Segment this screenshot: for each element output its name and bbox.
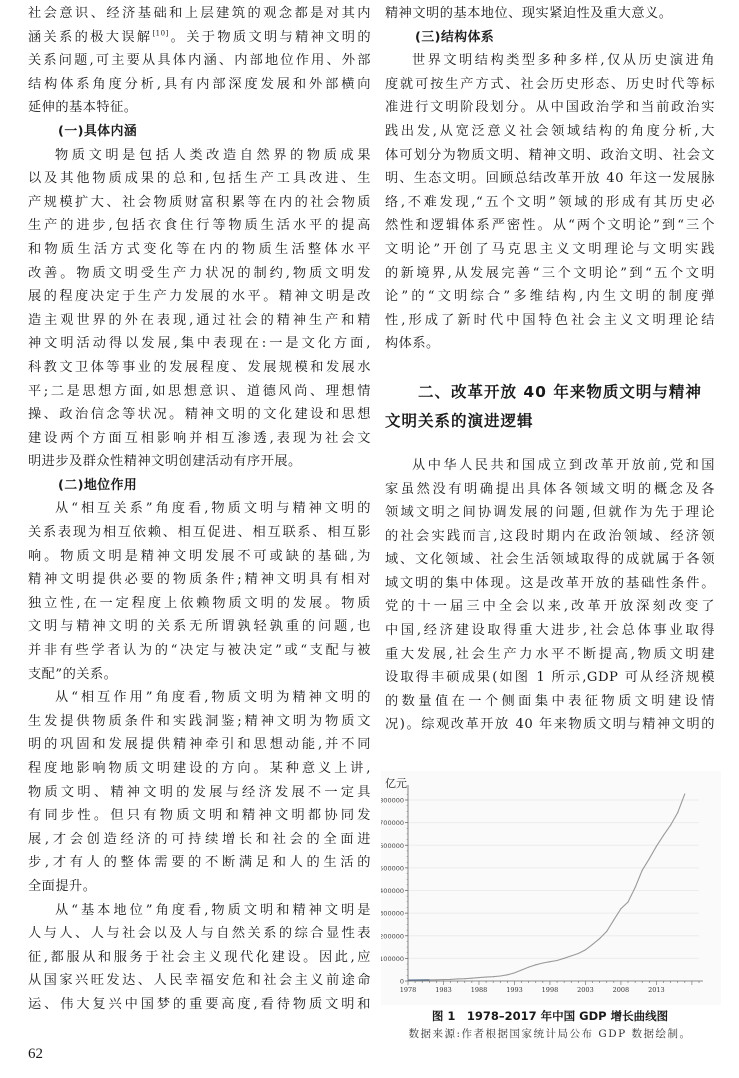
data-point — [649, 858, 650, 859]
text-line: 践出发,从宽泛意义社会领域结构的角度分析,大 — [385, 123, 715, 139]
text-line: 明进步及群众性精神文明创建活动有序开展。 — [28, 454, 302, 470]
data-point — [436, 979, 437, 980]
text-line: 中国,经济建设取得重大进步,社会总体事业取得 — [385, 623, 715, 639]
y-tick-label: 400000 — [381, 887, 404, 895]
text-line: 世界文明结构类型多种多样,仅从历史演进角 — [412, 53, 715, 69]
y-tick-label: 300000 — [381, 909, 404, 918]
data-point — [521, 969, 522, 970]
data-point — [606, 931, 607, 932]
text-line: 设取得丰硕成果(如图 1 所示,GDP 可从经济规模 — [385, 670, 715, 686]
text-line: 文明与精神文明的关系无所谓孰轻孰重的问题,也 — [28, 619, 371, 635]
text-line: 域文明的集中体现。这是改革开放的基础性条件。 — [385, 575, 715, 591]
x-tick-label: 1988 — [470, 986, 488, 994]
x-tick-label: 1998 — [541, 986, 559, 994]
text-line: 体可划分为物质文明、精神文明、政治文明、社会文 — [385, 147, 715, 163]
data-point — [677, 812, 678, 813]
text-line: 从中华人民共和国成立到改革开放前,党和国 — [412, 457, 715, 473]
text-line: 并非有些学者认为的“决定与被决定”或“支配与被 — [28, 643, 371, 659]
data-point — [493, 976, 494, 977]
text-line: 度就可按生产方式、社会历史形态、历史时代等标 — [385, 76, 715, 92]
text-line: 物质文明是包括人类改造自然界的物质成果 — [55, 147, 371, 163]
subsection-heading: (一)具体内涵 — [58, 123, 138, 139]
text-line: 准进行文明阶段划分。从中国政治学和当前政治实 — [385, 100, 715, 116]
text-line: 然性和逻辑体系严密性。从“两个文明论”到“三个 — [385, 218, 715, 234]
text-line: 从“相互关系”角度看,物质文明与精神文明的 — [55, 501, 371, 517]
spacer — [385, 436, 715, 454]
y-tick-label: 800000 — [381, 796, 404, 805]
text-line: 平;二是思想方面,如思想意识、道德风尚、理想情 — [28, 383, 371, 399]
text-line: 建设两个方面互相影响并相互渗透,表现为社会文 — [28, 430, 371, 446]
text-line: 神文明活动得以发展,集中表现在:一是文化方面, — [28, 336, 371, 352]
text-line: 响。物质文明是精神文明发展不可或缺的基础,为 — [28, 548, 371, 564]
figure-source: 数据来源:作者根据国家统计局公布 GDP 数据绘制。 — [408, 1028, 692, 1040]
right-column-bottom-text — [385, 454, 715, 737]
data-point — [500, 975, 501, 976]
data-point — [549, 961, 550, 962]
text-line: 关系表现为相互依赖、相互促进、相互联系、相互影 — [28, 525, 371, 541]
text-line: 产规模扩大、社会物质财富积累等在内的社会物质 — [28, 194, 371, 210]
data-point — [599, 938, 600, 939]
text-line: 科教文卫体等事业的发展程度、发展规模和发展水 — [28, 359, 371, 375]
data-point — [670, 825, 671, 826]
data-point — [578, 953, 579, 954]
data-point — [656, 846, 657, 847]
figure-caption: 图 1 1978–2017 年中国 GDP 增长曲线图 — [431, 1009, 669, 1023]
text-line: 物质文明、精神文明的发展与经济发展不一定具 — [28, 784, 371, 800]
text-line: 展,才会创造经济的可持续增长和社会的全面进 — [28, 831, 371, 847]
text-line: 论”的“文明综合”多维结构,内生文明的制度弹 — [385, 289, 715, 305]
data-point — [585, 949, 586, 950]
text-line: 明、生态文明。回顾总结改革开放 40 年这一发展脉 — [385, 171, 715, 187]
data-point — [450, 979, 451, 980]
text-line: 全面提升。 — [28, 878, 97, 894]
data-point — [464, 978, 465, 979]
data-point — [535, 964, 536, 965]
text-line: 的数量值在一个侧面集中表征物质文明建设情 — [385, 693, 715, 709]
right-column-top-text — [385, 2, 715, 356]
data-point — [528, 967, 529, 968]
text-line: 造主观世界的外在表现,通过社会的精神生产和精 — [28, 312, 371, 328]
data-point — [592, 944, 593, 945]
x-tick-label: 2013 — [648, 986, 665, 994]
text-line: 从“基本地位”角度看,物质文明和精神文明是 — [55, 902, 371, 918]
data-point — [663, 835, 664, 836]
text-line: 社会意识、经济基础和上层建筑的观念都是对其内 — [28, 6, 371, 21]
x-tick-label: 1993 — [506, 986, 523, 994]
data-point — [471, 978, 472, 979]
y-tick-label: 200000 — [381, 932, 404, 941]
x-tick-label: 2003 — [577, 986, 594, 994]
text-line: 从“相互作用”角度看,物质文明为精神文明的 — [55, 690, 371, 706]
section-heading-line-2: 文明关系的演进逻辑 — [385, 411, 534, 430]
subsection-heading: (二)地位作用 — [58, 477, 138, 493]
x-tick-label: 2008 — [612, 986, 630, 994]
text-line: 党的十一届三中全会以来,改革开放深刻改变了 — [385, 599, 715, 615]
text-line: 重大发展,社会生产力水平不断提高,物质文明建 — [385, 646, 715, 662]
text-line: 域、文化领域、社会生活领域取得的成就属于各领 — [385, 552, 715, 568]
data-point — [684, 793, 685, 794]
text-line: 改善。物质文明受生产力状况的制约,物质文明发 — [28, 265, 371, 281]
page-number: 62 — [28, 1046, 43, 1062]
left-column — [28, 2, 371, 1017]
section-heading-line-1: 二、改革开放 40 年来物质文明与精神 — [418, 382, 702, 401]
text-line: 的社会实践而言,这段时期内在政治领域、经济领 — [385, 528, 715, 544]
data-point — [620, 908, 621, 909]
y-tick-label: 0 — [399, 977, 404, 986]
data-point — [642, 870, 643, 871]
data-point — [627, 901, 628, 902]
text-line: 明的巩固和发展提供精神牵引和思想动能,并不同 — [28, 737, 371, 753]
data-point — [635, 887, 636, 888]
text-line: 精神文明的基本地位、现实紧迫性及重大意义。 — [385, 6, 673, 21]
spacer — [385, 356, 715, 378]
text-run: 涵关系的极大误解 — [28, 29, 153, 45]
right-column — [385, 2, 715, 737]
text-line: 步,才有人的整体需要的不断满足和人的生活的 — [28, 855, 371, 871]
citation-ref: [10] — [152, 29, 169, 38]
y-tick-label: 100000 — [381, 954, 404, 963]
text-line — [28, 26, 371, 50]
text-line: 展的程度决定于生产力发展的水平。精神文明是改 — [28, 289, 371, 305]
data-point — [457, 978, 458, 979]
y-axis-label: 亿元 — [385, 777, 407, 790]
text-line: 精神文明提供必要的物质条件;精神文明具有相对 — [28, 572, 371, 588]
text-line: 的新境界,从发展完善“三个文明论”到“五个文明 — [385, 265, 715, 281]
y-tick-label: 500000 — [381, 864, 404, 873]
text-line: 以及其他物质成果的总和,包括生产工具改进、生 — [28, 171, 371, 187]
data-point — [542, 962, 543, 963]
text-line: 和物质生活方式变化等在内的物质生活整体水平 — [28, 241, 371, 257]
text-line: 况)。综观改革开放 40 年来物质文明与精神文明的 — [385, 717, 715, 733]
data-point — [478, 977, 479, 978]
y-tick-label: 700000 — [381, 819, 404, 828]
chart-svg — [381, 771, 721, 1005]
text-line: 运、伟大复兴中国梦的重要高度,看待物质文明和 — [28, 996, 371, 1012]
subsection-heading: (三)结构体系 — [415, 29, 495, 45]
text-line: 独立性,在一定程度上依赖物质文明的发展。物质 — [28, 595, 371, 611]
text-line: 从国家兴旺发达、人民幸福安危和社会主义前途命 — [28, 973, 371, 989]
x-tick-label: 1978 — [399, 986, 417, 994]
text-line: 征,都服从和服务于社会主义现代化建设。因此,应 — [28, 949, 371, 965]
text-line: 支配”的关系。 — [28, 666, 118, 682]
text-line: 生产的进步,包括衣食住行等物质生活水平的提高 — [28, 218, 371, 234]
text-line: 络,不难发现,“五个文明”领域的形成有其历史必 — [385, 194, 715, 210]
data-point — [443, 979, 444, 980]
data-point — [564, 958, 565, 959]
text-line: 结构体系角度分析,具有内部深度发展和外部横向 — [28, 76, 371, 92]
data-point — [507, 974, 508, 975]
data-point — [556, 960, 557, 961]
data-point — [613, 919, 614, 920]
data-point — [485, 977, 486, 978]
text-line: 构体系。 — [385, 336, 440, 352]
text-line: 操、政治信念等状况。精神文明的文化建设和思想 — [28, 407, 371, 423]
text-line: 关系问题,可主要从具体内涵、内部地位作用、外部 — [28, 53, 371, 69]
text-line: 生发提供物质条件和实践洞鉴;精神文明为物质文 — [28, 713, 371, 729]
gdp-series-line — [408, 794, 685, 980]
data-point — [571, 955, 572, 956]
x-tick-label: 1983 — [435, 986, 452, 994]
text-line: 文明论”开创了马克思主义文明理论与文明实践 — [385, 241, 715, 257]
text-line: 有同步性。但只有物质文明和精神文明都协同发 — [28, 808, 371, 824]
text-line: 性,形成了新时代中国特色社会主义文明理论结 — [385, 312, 715, 328]
text-line: 人与人、人与社会以及人与自然关系的综合显性表 — [28, 926, 371, 942]
text-line: 领域文明之间协调发展的问题,但就作为先于理论 — [385, 505, 715, 521]
y-tick-label: 600000 — [381, 841, 404, 850]
data-point — [514, 972, 515, 973]
text-line: 家虽然没有明确提出具体各领域文明的概念及各 — [385, 481, 715, 497]
text-line: 程度地影响物质文明建设的方向。某种意义上讲, — [28, 761, 371, 776]
text-run: 。关于物质文明与精神文明的 — [168, 29, 371, 45]
text-line: 延伸的基本特征。 — [28, 100, 138, 116]
gdp-line-chart — [381, 771, 721, 1005]
